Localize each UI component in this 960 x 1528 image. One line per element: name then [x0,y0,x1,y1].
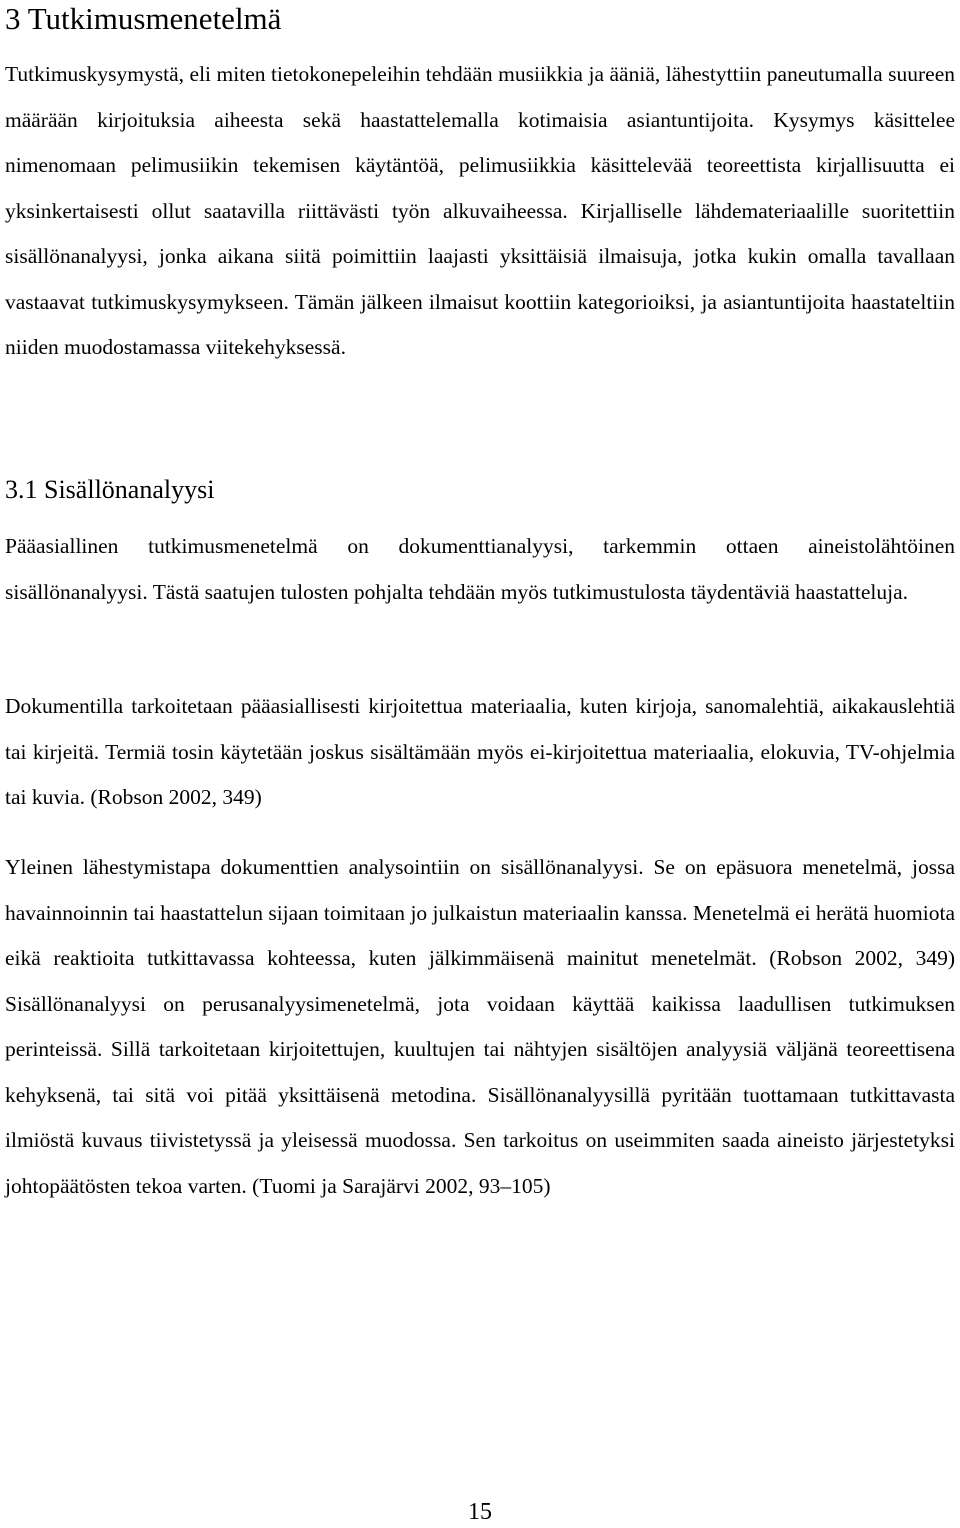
page-number: 15 [468,1499,492,1525]
section-paragraph: Dokumentilla tarkoitetaan pääasiallisesti kirjoitettua materiaalia, kuten kirjoja, sanomalehtiä, aikakauslehtiä tai kirjeitä. Termiä tosin käytetään joskus sisältämään myös ei-kirjoitettua materiaalia, elokuvia, TV-ohjelmia tai kuvia. (Robson 2002, 349) [5,694,955,809]
section-heading: 3.1 Sisällönanalyysi [5,475,215,504]
chapter-heading: 3 Tutkimusmenetelmä [5,1,282,36]
chapter-paragraph: Tutkimuskysymystä, eli miten tietokonepeleihin tehdään musiikkia ja ääniä, lähestyttiin paneutumalla suureen määrään kirjoituksia aiheesta sekä haastattelemalla kotimaisia asiantuntijoita. Kysymys käsittelee nimenomaan pelimusiikin tekemisen käytäntöä, pelimusiikkia käsittelevää teoreettista kirjallisuutta ei yksinkertaisesti ollut saatavilla riittävästi työn alkuvaiheessa. Kirjalliselle lähdemateriaalille suoritettiin sisällönanalyysi, jonka aikana siitä poimittiin laajasti yksittäisiä ilmaisuja, jotka kukin omalla tavallaan vastaavat tutkimuskysymykseen. Tämän jälkeen ilmaisut koottiin kategorioiksi, ja asiantuntijoita haastateltiin niiden muodostamassa viitekehyksessä. [5,62,955,359]
section-paragraph: Pääasiallinen tutkimusmenetelmä on dokumenttianalyysi, tarkemmin ottaen aineistolähtöinen sisällönanalyysi. Tästä saatujen tulosten pohjalta tehdään myös tutkimustulosta täydentäviä haastatteluja. [5,534,955,604]
section-paragraph: Yleinen lähestymistapa dokumenttien analysointiin on sisällönanalyysi. Se on epäsuora menetelmä, jossa havainnoinnin tai haastattelun sijaan toimitaan jo julkaistun materiaalin kanssa. Menetelmä ei herätä huomiota eikä reaktioita tutkittavassa kohteessa, kuten jälkimmäisenä mainitut menetelmät. (Robson 2002, 349) Sisällönanalyysi on perusanalyysimenetelmä, jota voidaan käyttää kaikissa laadullisen tutkimuksen perinteissä. Sillä tarkoitetaan kirjoitettujen, kuultujen tai nähtyjen sisältöjen analyysiä väljänä teoreettisena kehyksenä, tai sitä voi pitää yksittäisenä metodina. Sisällönanalyysillä pyritään tuottamaan tutkittavasta ilmiöstä kuvaus tiivistetyssä ja yleisessä muodossa. Sen tarkoitus on useimmiten saada aineisto järjestetyksi johtopäätösten tekoa varten. (Tuomi ja Sarajärvi 2002, 93–105) [5,855,955,1198]
